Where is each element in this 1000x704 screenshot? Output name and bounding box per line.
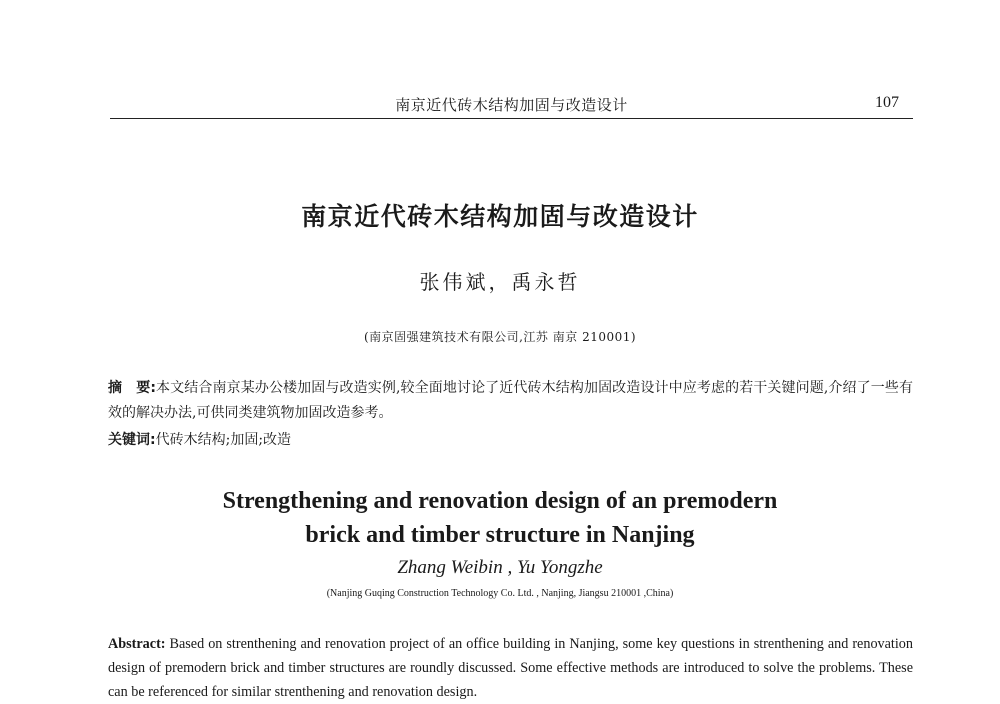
running-header: [110, 92, 913, 119]
paper-title-chinese: 南京近代砖木结构加固与改造设计: [301, 202, 699, 231]
keywords-chinese: [108, 428, 913, 453]
abstract-english: [108, 632, 913, 704]
page-number: 107: [875, 94, 899, 111]
abstract-label-chinese: 摘 要:: [108, 380, 156, 396]
keywords-text-chinese: 代砖木结构;加固;改造: [155, 432, 292, 448]
running-title: 南京近代砖木结构加固与改造设计: [395, 96, 628, 114]
title-english-line-1: Strengthening and renovation design of an premodern: [222, 488, 778, 514]
affiliation-chinese: (南京固强建筑技术有限公司,江苏 南京 210001): [363, 330, 637, 344]
keywords-label-chinese: 关键词:: [108, 432, 156, 448]
paper-title-english: [0, 484, 1000, 552]
abstract-text-chinese: 本文结合南京某办公楼加固与改造实例,较全面地讨论了近代砖木结构加固改造设计中应考虑的若干关键问题,介绍了一些有效的解决办法,可供同类建筑物加固改造参考。: [108, 380, 913, 421]
abstract-chinese: [108, 376, 913, 426]
authors-chinese: 张伟斌，禹永哲: [419, 270, 581, 294]
abstract-label-english: Abstract:: [108, 636, 166, 652]
title-english-line-2: brick and timber structure in Nanjing: [305, 522, 695, 548]
abstract-text-english: Based on strenthening and renovation project of an office building in Nanjing, some key questions in strenthening and renovation design of premodern brick and timber structures are roundly discussed. Some effective methods are introduced to solve the problems. These can be referenced for similar strenthening and renovation design.: [108, 636, 913, 700]
authors-english: Zhang Weibin , Yu Yongzhe: [397, 557, 603, 578]
affiliation-english: (Nanjing Guqing Construction Technology Co. Ltd. , Nanjing, Jiangsu 210001 ,China): [326, 588, 674, 599]
